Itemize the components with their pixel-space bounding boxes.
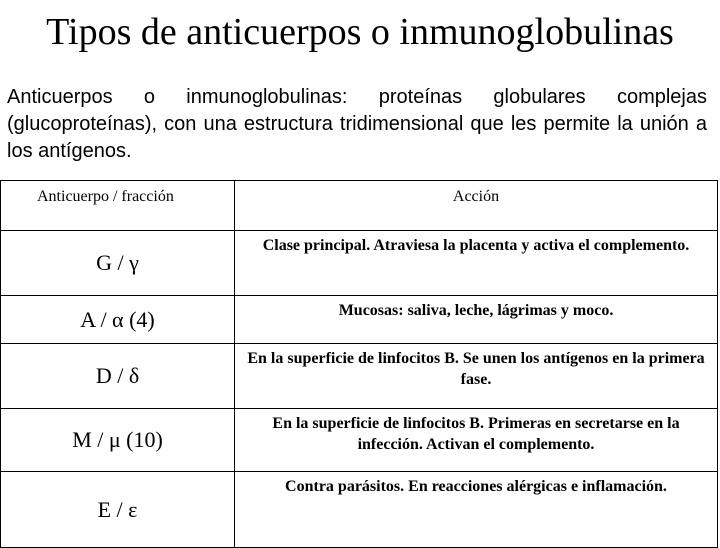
table-header-row xyxy=(1,181,718,231)
antibody-action: Clase principal. Atraviesa la placenta y activa el complemento. xyxy=(235,231,718,296)
table-row xyxy=(1,296,718,344)
antibody-name: A / α (4) xyxy=(1,296,235,344)
antibody-table xyxy=(0,180,718,548)
antibody-name: G / γ xyxy=(1,231,235,296)
antibody-name: D / δ xyxy=(1,344,235,409)
antibody-action: Contra parásitos. En reacciones alérgicas e inflamación. xyxy=(235,472,718,548)
antibody-action: En la superficie de linfocitos B. Se unen los antígenos en la primera fase. xyxy=(235,344,718,409)
antibody-name: M / μ (10) xyxy=(1,409,235,472)
antibody-action: Mucosas: saliva, leche, lágrimas y moco. xyxy=(235,296,718,344)
table-row xyxy=(1,344,718,409)
table-row xyxy=(1,409,718,472)
header-antibody: Anticuerpo / fracción xyxy=(1,181,235,231)
page-title: Tipos de anticuerpos o inmunoglobulinas xyxy=(46,11,674,53)
antibody-action: En la superficie de linfocitos B. Primeras en secretarse en la infección. Activan el complemento. xyxy=(235,409,718,472)
table-row xyxy=(1,472,718,548)
intro-paragraph: Anticuerpos o inmunoglobulinas: proteínas globulares complejas (glucoproteínas), con una estructura tridimensional que les permite la unión a los antígenos. xyxy=(7,86,707,162)
header-action: Acción xyxy=(235,181,718,231)
table-row xyxy=(1,231,718,296)
antibody-name: E / ε xyxy=(1,472,235,548)
